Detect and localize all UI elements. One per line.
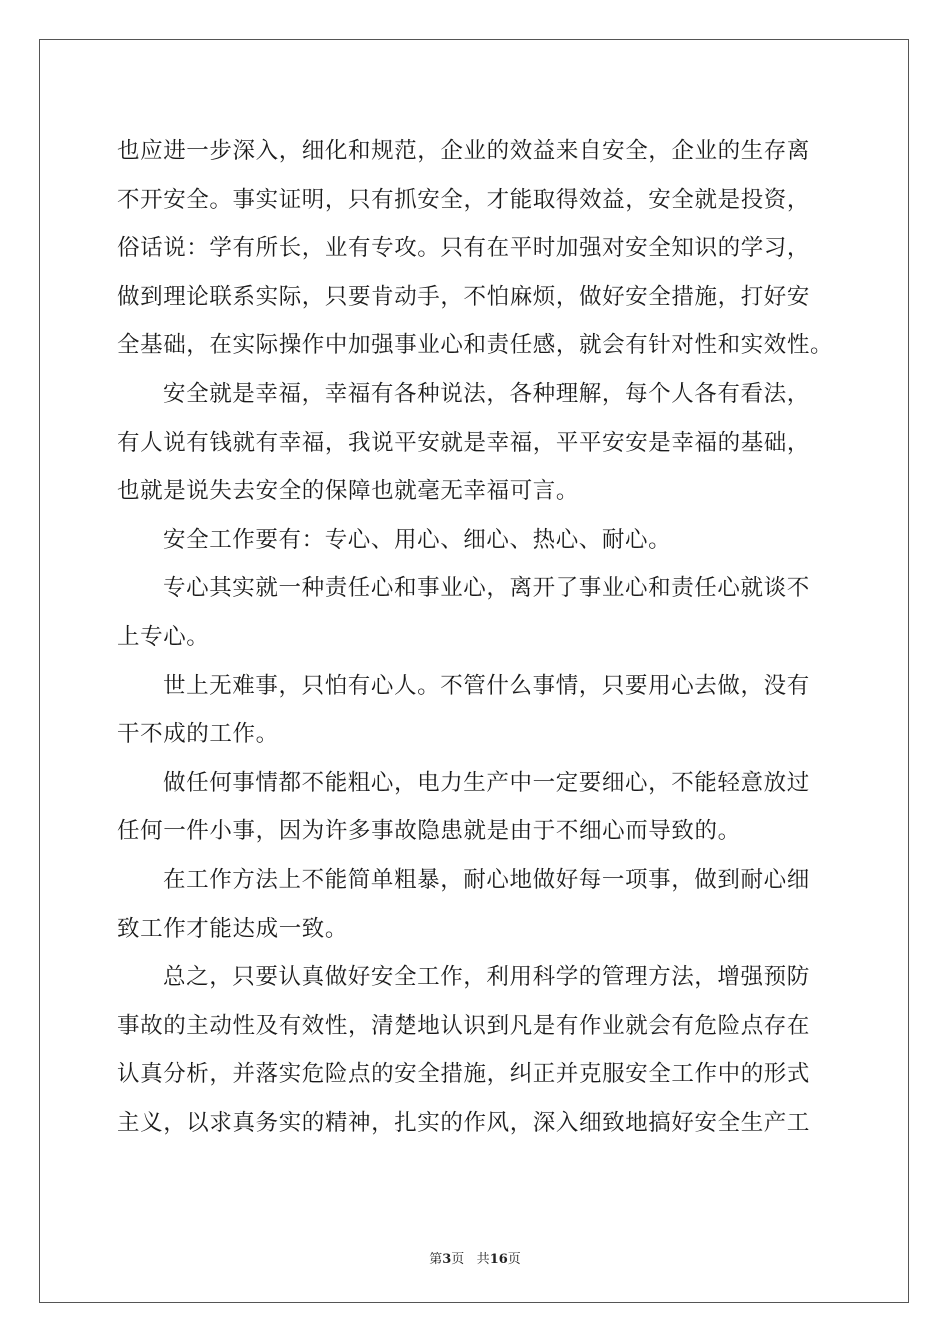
paragraph-start-line: 安全工作要有：专心、用心、细心、热心、耐心。 — [163, 526, 672, 553]
text-line: 主义，以求真务实的精神，扎实的作风，深入细致地搞好安全生产工 — [117, 1109, 811, 1136]
text-line: 上专心。 — [117, 623, 210, 650]
footer-total-suffix: 页 — [507, 1252, 521, 1267]
total-page-count: 16 — [489, 1252, 508, 1267]
paragraph-start-line: 世上无难事，只怕有心人。不管什么事情，只要用心去做，没有 — [163, 672, 810, 699]
text-line: 认真分析，并落实危险点的安全措施，纠正并克服安全工作中的形式 — [117, 1061, 811, 1088]
text-line: 也应进一步深入，细化和规范，企业的效益来自安全，企业的生存离 — [117, 138, 811, 164]
page-footer — [0, 1248, 950, 1267]
footer-total-prefix: 共 — [476, 1252, 490, 1267]
text-line: 不开安全。事实证明，只有抓安全，才能取得效益，安全就是投资， — [117, 186, 811, 213]
text-line: 事故的主动性及有效性，清楚地认识到凡是有作业就会有危险点存在 — [117, 1012, 811, 1039]
text-line: 干不成的工作。 — [117, 721, 279, 748]
footer-page-suffix: 页 — [451, 1252, 465, 1267]
text-line: 也就是说失去安全的保障也就毫无幸福可言。 — [117, 478, 580, 505]
paragraph-start-line: 安全就是幸福，幸福有各种说法，各种理解，每个人各有看法， — [163, 380, 810, 407]
current-page-number: 3 — [442, 1252, 452, 1267]
text-line: 致工作才能达成一致。 — [117, 915, 349, 942]
text-line: 任何一件小事，因为许多事故隐患就是由于不细心而导致的。 — [117, 818, 741, 845]
paragraph-start-line: 专心其实就一种责任心和事业心，离开了事业心和责任心就谈不 — [163, 575, 810, 602]
text-line: 全基础，在实际操作中加强事业心和责任感，就会有针对性和实效性。 — [117, 332, 834, 359]
footer-page-prefix: 第 — [429, 1252, 443, 1267]
text-line: 俗话说：学有所长，业有专攻。只有在平时加强对安全知识的学习， — [117, 235, 811, 262]
paragraph-start-line: 做任何事情都不能粗心，电力生产中一定要细心，不能轻意放过 — [163, 769, 810, 796]
paragraph-start-line: 总之，只要认真做好安全工作，利用科学的管理方法，增强预防 — [163, 964, 810, 991]
text-line: 有人说有钱就有幸福，我说平安就是幸福，平平安安是幸福的基础， — [117, 429, 811, 456]
document-body — [117, 127, 839, 1147]
paragraph-start-line: 在工作方法上不能简单粗暴，耐心地做好每一项事，做到耐心细 — [163, 866, 810, 893]
text-line: 做到理论联系实际，只要肯动手，不怕麻烦，做好安全措施，打好安 — [117, 283, 811, 310]
